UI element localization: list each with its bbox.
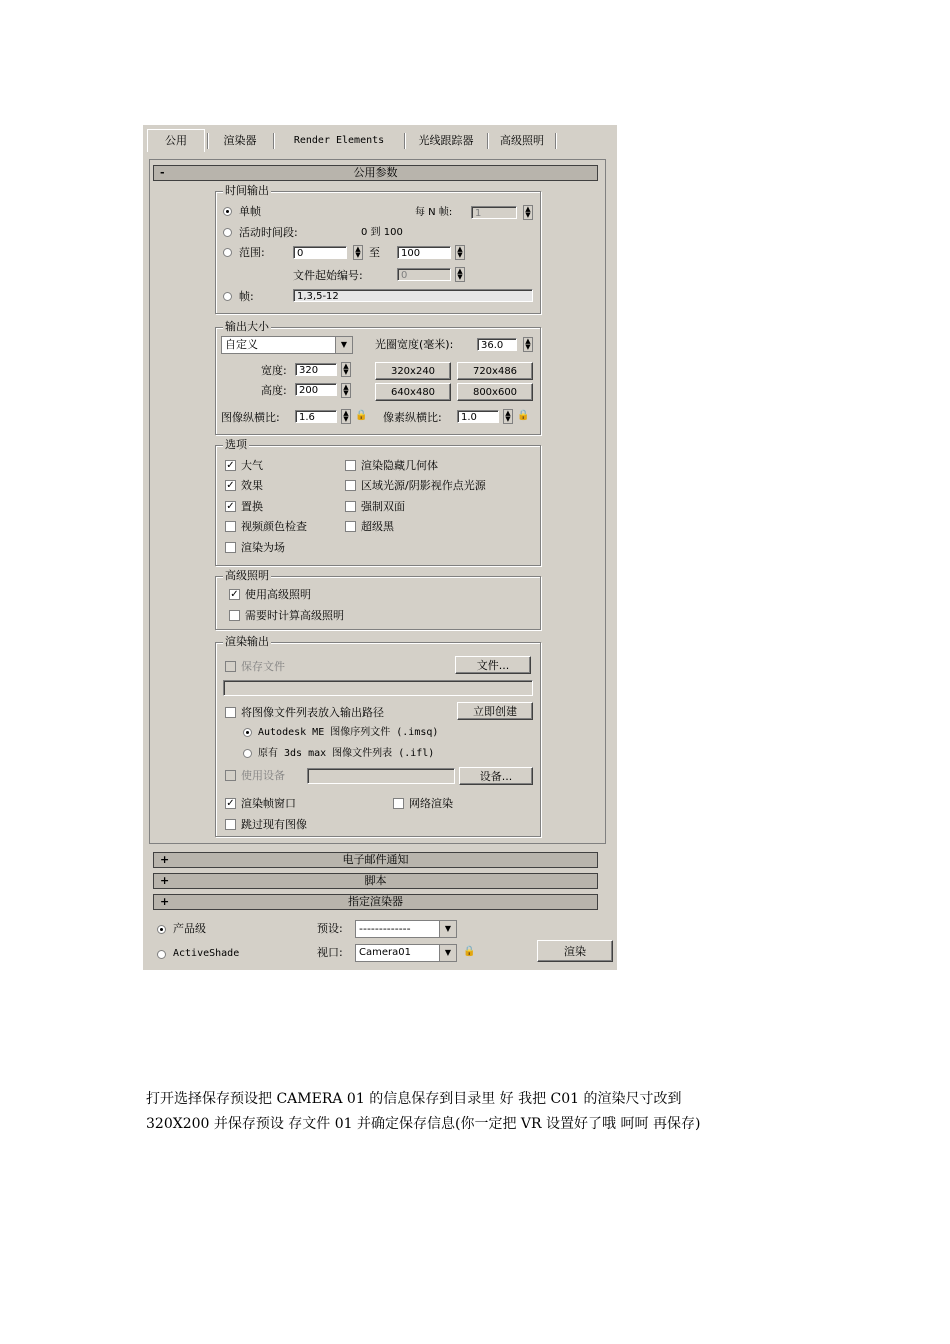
displacement-checkbox[interactable]: ✓ (226, 501, 235, 512)
super-black-label: 超级黑 (361, 520, 394, 533)
width-field[interactable]: 320 (295, 363, 337, 376)
preset-640x480-button[interactable]: 640x480 (375, 383, 451, 401)
advanced-lighting-title: 高级照明 (225, 569, 269, 582)
rollout-title: 指定渲染器 (348, 895, 403, 908)
lock-icon[interactable]: 🔒 (517, 410, 530, 421)
frames-radio[interactable] (223, 292, 232, 301)
super-black-checkbox[interactable] (345, 521, 356, 532)
width-spinner[interactable]: ▲ ▼ (341, 362, 351, 377)
compute-advanced-lighting-checkbox[interactable] (229, 610, 240, 621)
collapse-icon: - (160, 166, 165, 179)
render-setup-dialog (143, 125, 617, 970)
file-number-spinner[interactable]: ▲ ▼ (455, 267, 465, 282)
output-size-title: 输出大小 (225, 320, 269, 333)
put-image-list-label: 将图像文件列表放入输出路径 (241, 706, 384, 719)
render-output-title: 渲染输出 (225, 635, 269, 648)
pixel-aspect-label: 像素纵横比: (383, 411, 442, 424)
lock-icon[interactable]: 🔒 (355, 410, 368, 421)
rollout-scripts[interactable] (153, 873, 598, 889)
active-segment-label: 活动时间段: (239, 226, 298, 239)
video-color-check-checkbox[interactable] (225, 521, 236, 532)
production-radio[interactable] (157, 925, 166, 934)
frames-field[interactable]: 1,3,5-12 (293, 289, 533, 302)
preset-320x240-button[interactable]: 320x240 (375, 362, 451, 380)
effects-checkbox[interactable]: ✓ (226, 480, 235, 491)
net-render-checkbox[interactable] (393, 798, 404, 809)
preset-800x600-button[interactable]: 800x600 (457, 383, 533, 401)
rollout-email-notifications[interactable] (153, 852, 598, 868)
image-aspect-field[interactable]: 1.6 (295, 410, 337, 423)
render-to-fields-checkbox[interactable] (225, 542, 236, 553)
rendered-frame-window-label: 渲染帧窗口 (241, 797, 296, 810)
tab-bar (143, 125, 617, 155)
expand-icon: + (160, 853, 170, 866)
viewport-dropdown[interactable] (355, 944, 457, 962)
every-n-spinner[interactable]: ▲ ▼ (523, 205, 533, 220)
area-lights-as-points-label: 区域光源/阴影视作点光源 (361, 479, 486, 492)
image-aspect-spinner[interactable]: ▲ ▼ (341, 409, 351, 424)
autodesk-sequence-radio[interactable] (243, 728, 252, 737)
width-label: 宽度: (261, 364, 287, 377)
render-button[interactable]: 渲染 (537, 940, 613, 962)
caption-line-1: 打开选择保存预设把 CAMERA 01 的信息保存到目录里 好 我把 C01 的渲染尺寸改到 (146, 1091, 682, 1107)
tab-raytracer[interactable]: 光线跟踪器 (418, 134, 474, 147)
atmospherics-label: 大气 (241, 459, 263, 472)
frames-label: 帧: (239, 290, 254, 303)
force-2-sided-label: 强制双面 (361, 500, 405, 513)
put-image-list-checkbox[interactable] (225, 707, 236, 718)
rollout-common-parameters[interactable] (153, 165, 598, 181)
viewport-dropdown-value: Camera01 (359, 947, 411, 958)
rollout-title: 电子邮件通知 (342, 853, 409, 866)
output-size-preset-dropdown[interactable] (221, 336, 353, 354)
net-render-label: 网络渲染 (409, 797, 453, 810)
area-lights-as-points-checkbox[interactable] (345, 480, 356, 491)
output-path-field (223, 680, 533, 696)
legacy-ifl-label: 原有 3ds max 图像文件列表 (.ifl) (258, 748, 435, 759)
aperture-field[interactable]: 36.0 (477, 338, 517, 351)
skip-existing-label: 跳过现有图像 (241, 818, 307, 831)
tab-separator (207, 133, 209, 149)
range-radio[interactable] (223, 248, 232, 257)
expand-icon: + (160, 874, 170, 887)
expand-icon: + (160, 895, 170, 908)
legacy-ifl-radio[interactable] (243, 749, 252, 758)
tab-separator (487, 133, 489, 149)
preset-dropdown[interactable] (355, 920, 457, 938)
files-button[interactable]: 文件... (455, 656, 531, 674)
tab-render-elements[interactable]: Render Elements (293, 135, 385, 146)
rollout-title: 公用参数 (353, 166, 398, 179)
tab-advanced-lighting[interactable]: 高级照明 (500, 134, 544, 147)
range-to-field[interactable]: 100 (397, 246, 451, 259)
use-advanced-lighting-label: 使用高级照明 (245, 588, 311, 601)
tab-common[interactable]: 公用 (147, 129, 205, 152)
range-to-label: 至 (369, 246, 380, 259)
preset-dropdown-value: ------------- (359, 922, 411, 935)
single-frame-label: 单帧 (239, 205, 261, 218)
range-to-spinner[interactable]: ▲ ▼ (455, 245, 465, 260)
aperture-label: 光圈宽度(毫米): (375, 338, 454, 351)
height-label: 高度: (261, 384, 287, 397)
preset-720x486-button[interactable]: 720x486 (457, 362, 533, 380)
range-from-spinner[interactable]: ▲ ▼ (353, 245, 363, 260)
caption-line-2: 320X200 并保存预设 存文件 01 并确定保存信息(你一定把 VR 设置好了哦 呵呵 再保存) (146, 1116, 701, 1132)
chevron-down-icon: ▼ (335, 337, 352, 353)
file-number-field: 0 (397, 268, 451, 281)
tab-separator (404, 133, 406, 149)
active-segment-range: 0 到 100 (361, 227, 403, 238)
compute-advanced-lighting-label: 需要时计算高级照明 (245, 609, 344, 622)
save-file-label: 保存文件 (241, 660, 285, 673)
create-now-button[interactable]: 立即创建 (457, 702, 533, 720)
range-from-field[interactable]: 0 (293, 246, 347, 259)
tab-renderer[interactable]: 渲染器 (223, 134, 257, 147)
use-advanced-lighting-checkbox[interactable]: ✓ (230, 589, 239, 600)
every-n-label: 每 N 帧: (415, 207, 453, 218)
device-field (307, 768, 455, 784)
devices-button[interactable]: 设备... (459, 767, 533, 785)
time-output-title: 时间输出 (225, 184, 269, 197)
effects-label: 效果 (241, 479, 263, 492)
activeshade-label: ActiveShade (173, 948, 240, 959)
range-label: 范围: (239, 246, 265, 259)
viewport-label: 视口: (317, 946, 343, 959)
tab-separator (555, 133, 557, 149)
image-aspect-label: 图像纵横比: (221, 411, 280, 424)
chevron-down-icon: ▼ (439, 945, 456, 961)
atmospherics-checkbox[interactable]: ✓ (226, 460, 235, 471)
activeshade-radio[interactable] (157, 950, 166, 959)
chevron-down-icon: ▼ (439, 921, 456, 937)
render-hidden-label: 渲染隐藏几何体 (361, 459, 438, 472)
production-label: 产品级 (173, 922, 206, 935)
render-to-fields-label: 渲染为场 (241, 541, 285, 554)
single-frame-radio[interactable] (223, 207, 232, 216)
height-spinner[interactable]: ▲ ▼ (341, 383, 351, 398)
use-device-checkbox[interactable] (225, 770, 236, 781)
video-color-check-label: 视频颜色检查 (241, 520, 307, 533)
skip-existing-checkbox[interactable] (225, 819, 236, 830)
options-title: 选项 (225, 438, 247, 451)
rollout-assign-renderer[interactable] (153, 894, 598, 910)
rendered-frame-window-checkbox[interactable]: ✓ (226, 798, 235, 809)
preset-value: 自定义 (225, 338, 258, 351)
preset-label: 预设: (317, 922, 343, 935)
autodesk-sequence-label: Autodesk ME 图像序列文件 (.imsq) (258, 727, 439, 738)
pixel-aspect-field[interactable]: 1.0 (457, 410, 499, 423)
save-file-checkbox[interactable] (225, 661, 236, 672)
file-number-label: 文件起始编号: (293, 269, 363, 282)
force-2-sided-checkbox[interactable] (345, 501, 356, 512)
displacement-label: 置换 (241, 500, 263, 513)
tab-separator (273, 133, 275, 149)
active-segment-radio[interactable] (223, 228, 232, 237)
render-hidden-checkbox[interactable] (345, 460, 356, 471)
height-field[interactable]: 200 (295, 383, 337, 396)
pixel-aspect-spinner[interactable]: ▲ ▼ (503, 409, 513, 424)
aperture-spinner[interactable]: ▲ ▼ (523, 337, 533, 352)
every-n-field: 1 (471, 206, 517, 219)
rollout-title: 脚本 (364, 874, 387, 887)
use-device-label: 使用设备 (241, 769, 285, 782)
lock-icon[interactable]: 🔒 (463, 946, 476, 957)
